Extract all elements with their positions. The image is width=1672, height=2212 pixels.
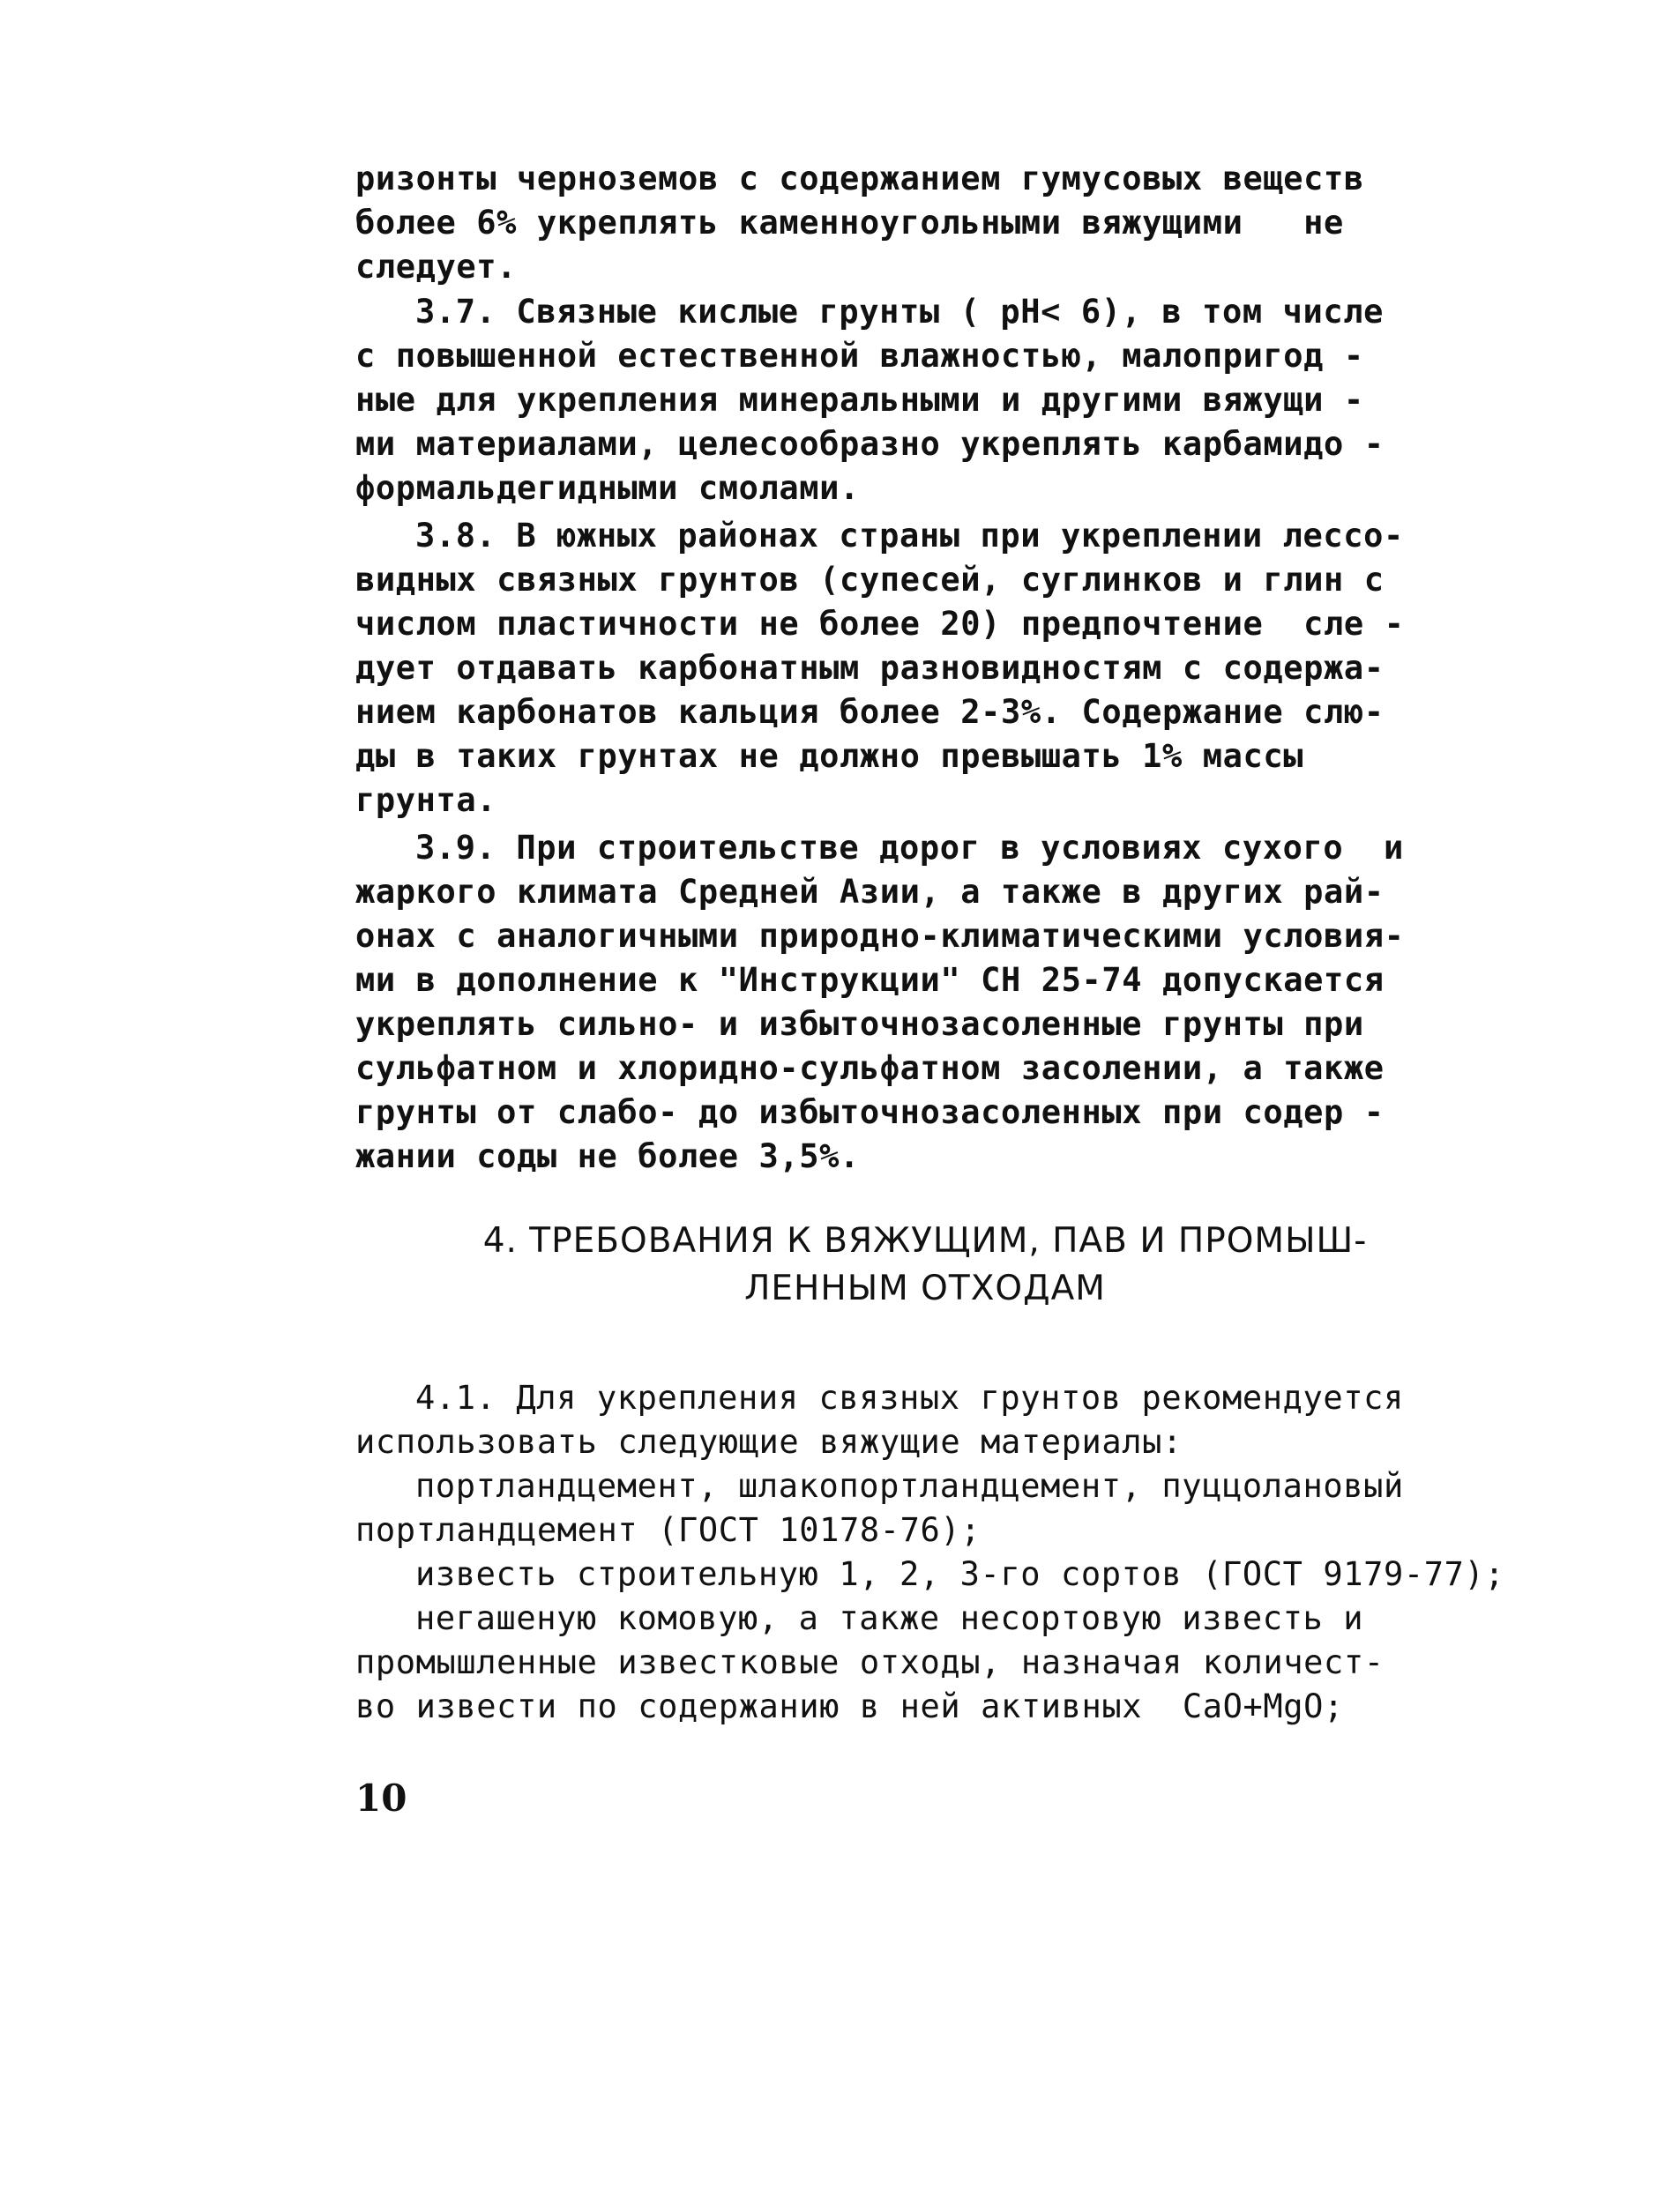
paragraph-3-9 (355, 826, 1495, 1179)
text-line: 3.9. При строительстве дорог в условиях сухого и (415, 829, 1404, 867)
page-number: 10 (355, 1776, 407, 1820)
text-line: портландцемент (ГОСТ 10178-76); (355, 1511, 982, 1549)
text-line: ми в дополнение к "Инструкции" СН 25-74 допускается (355, 961, 1385, 999)
text-line: дует отдавать карбонатным разновидностям с содержа- (355, 649, 1385, 687)
heading-line: 4. ТРЕБОВАНИЯ К ВЯЖУЩИМ, ПАВ И ПРОМЫШ- (482, 1221, 1368, 1261)
text-line: 4.1. Для укрепления связных грунтов рекомендуется (415, 1379, 1404, 1417)
text-line: промышленные известковые отходы, назначая количест- (355, 1643, 1385, 1681)
text-line: 3.8. В южных районах страны при укреплении лессо- (415, 517, 1404, 555)
text-line: во извести по содержанию в ней активных CaO+MgO; (355, 1687, 1344, 1725)
text-line: известь строительную 1, 2, 3-го сортов (ГОСТ 9179-77); (415, 1555, 1505, 1593)
text-line: числом пластичности не более 20) предпочтение сле - (355, 605, 1405, 643)
paragraph-3-7 (355, 290, 1495, 510)
text-line: грунта. (355, 781, 497, 819)
text-line: ные для укрепления минеральными и другими вяжущи - (355, 381, 1364, 419)
text-line: жаркого климата Средней Азии, а также в других рай- (355, 873, 1385, 911)
heading-line: ЛЕННЫМ ОТХОДАМ (744, 1269, 1106, 1308)
section-heading (355, 1218, 1495, 1313)
text-line: 3.7. Связные кислые грунты ( pH< 6), в том числе (415, 293, 1385, 331)
text-line: грунты от слабо- до избыточнозасоленных при содер - (355, 1093, 1385, 1131)
text-line: онах с аналогичными природно-климатическими условия- (355, 917, 1405, 955)
text-line: портландцемент, шлакопортландцемент, пуццолановый (415, 1467, 1404, 1505)
text-line: укреплять сильно- и избыточнозасоленные грунты при (355, 1005, 1364, 1043)
text-line: жании соды не более 3,5%. (355, 1137, 860, 1175)
text-line: использовать следующие вяжущие материалы: (355, 1423, 1183, 1461)
paragraph-continuation (355, 157, 1495, 289)
paragraph-4-1 (355, 1376, 1505, 1729)
text-line: ми материалами, целесообразно укреплять карбамидо - (355, 425, 1385, 463)
text-line: ды в таких грунтах не должно превышать 1% массы (355, 737, 1304, 775)
text-line: более 6% укреплять каменноугольными вяжущими не (355, 204, 1344, 242)
text-line: ризонты черноземов с содержанием гумусовых веществ (355, 160, 1364, 197)
text-line: сульфатном и хлоридно-сульфатном засолении, а также (355, 1049, 1385, 1087)
paragraph-3-8 (355, 514, 1495, 823)
text-line: видных связных грунтов (супесей, суглинков и глин с (355, 561, 1385, 599)
text-line: негашеную комовую, а также несортовую известь и (415, 1599, 1364, 1637)
text-line: формальдегидными смолами. (355, 469, 860, 507)
text-line: с повышенной естественной влажностью, малопригод - (355, 337, 1364, 375)
text-line: следует. (355, 248, 518, 286)
text-line: нием карбонатов кальция более 2-3%. Содержание слю- (355, 693, 1385, 731)
